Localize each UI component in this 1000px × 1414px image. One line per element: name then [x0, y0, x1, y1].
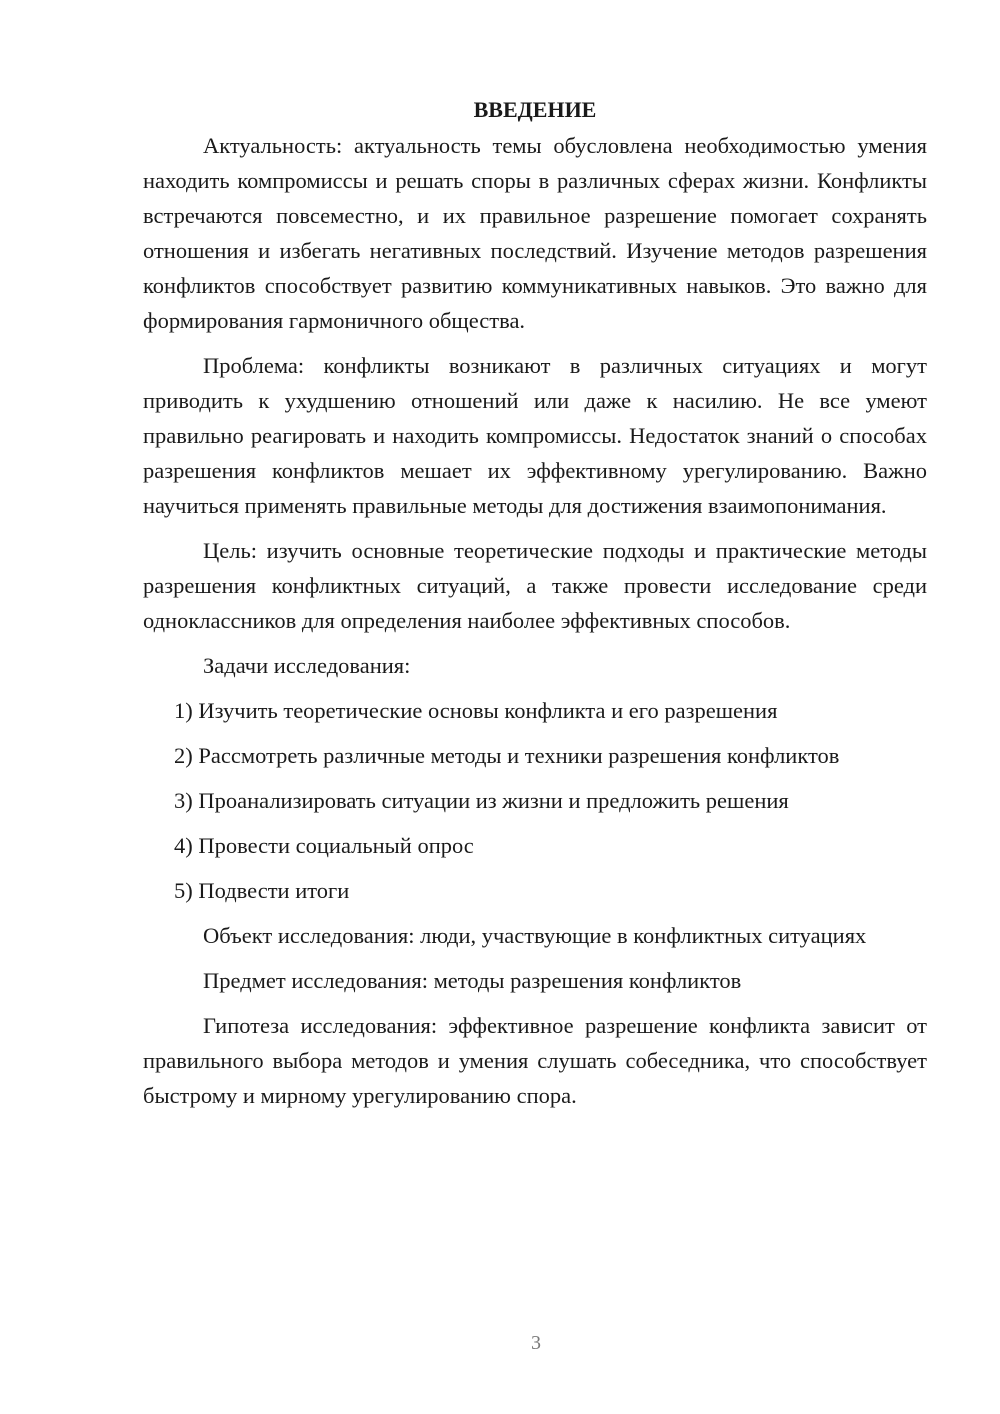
object-paragraph: Объект исследования: люди, участвующие в конфликтных ситуациях: [203, 923, 867, 948]
subject-paragraph: Предмет исследования: методы разрешения конфликтов: [203, 968, 742, 993]
page-number: 3: [531, 1332, 541, 1354]
list-item: 2) Рассмотреть различные методы и техники разрешения конфликтов: [174, 743, 840, 768]
section-heading: ВВЕДЕНИЕ: [473, 97, 597, 122]
goal-paragraph: Цель: изучить основные теоретические подходы и практические методы разрешения конфликтных ситуаций, а также провести исследование среди одноклассников для определения наиболее эффективных способов.: [143, 538, 927, 633]
list-item: 5) Подвести итоги: [174, 878, 350, 903]
tasks-title: Задачи исследования:: [203, 653, 411, 678]
list-item: 3) Проанализировать ситуации из жизни и предложить решения: [174, 788, 789, 813]
list-item: 4) Провести социальный опрос: [174, 833, 474, 858]
tasks-list: [143, 693, 927, 908]
list-item: 1) Изучить теоретические основы конфликта и его разрешения: [174, 698, 778, 723]
problem-paragraph: Проблема: конфликты возникают в различных ситуациях и могут приводить к ухудшению отношений или даже к насилию. Не все умеют правильно реагировать и находить компромиссы. Недостаток знаний о способах разрешения конфликтов мешает их эффективному урегулированию. Важно научиться применять правильные методы для достижения взаимопонимания.: [143, 353, 927, 518]
relevance-paragraph: Актуальность: актуальность темы обусловлена необходимостью умения находить компромиссы и решать споры в различных сферах жизни. Конфликты встречаются повсеместно, и их правильное разрешение помогает сохранять отношения и избегать негативных последствий. Изучение методов разрешения конфликтов способствует развитию коммуникативных навыков. Это важно для формирования гармоничного общества.: [143, 133, 927, 333]
hypothesis-paragraph: Гипотеза исследования: эффективное разрешение конфликта зависит от правильного выбора методов и умения слушать собеседника, что способствует быстрому и мирному урегулированию спора.: [143, 1013, 927, 1108]
page-content: [143, 92, 927, 1123]
